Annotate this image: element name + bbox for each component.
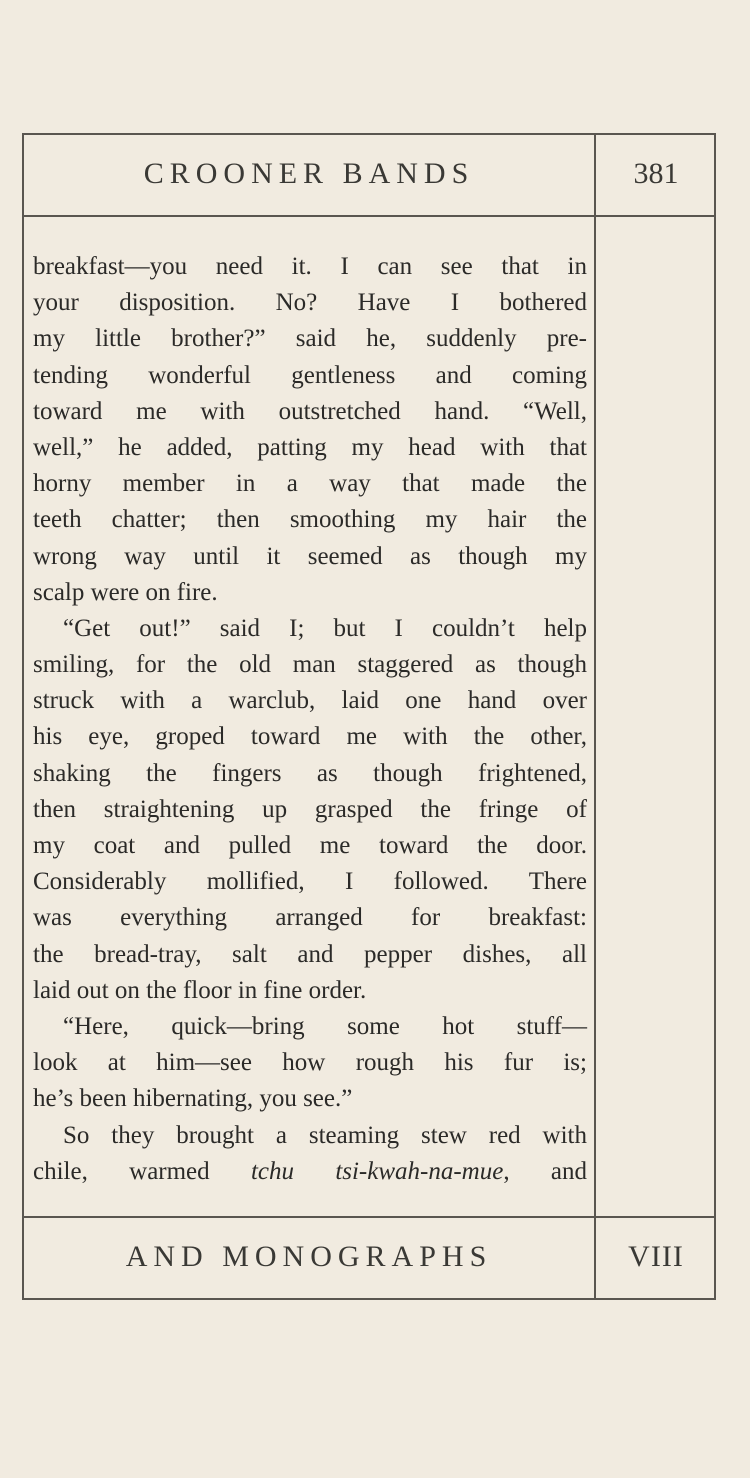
text-segment: chile, warmed	[33, 1157, 251, 1185]
text-line: look at him—see how rough his fur is;	[33, 1049, 587, 1077]
text-line: “Get out!” said I; but I couldn’t help	[63, 614, 587, 642]
text-line: Considerably mollified, I followed. There	[33, 868, 587, 896]
header-rule	[22, 215, 716, 217]
text-line: then straightening up grasped the fringe of	[33, 795, 587, 823]
footer-rule	[22, 1216, 716, 1218]
text-line: teeth chatter; then smoothing my hair the	[33, 506, 587, 534]
text-line: So they brought a steaming stew red with	[63, 1121, 587, 1149]
margin-divider	[594, 133, 596, 1300]
text-line: horny member in a way that made the	[33, 470, 587, 498]
page-number: 381	[633, 157, 679, 190]
text-line: well,” he added, patting my head with that	[33, 433, 587, 461]
text-segment: , and	[503, 1157, 587, 1185]
text-line: laid out on the floor in fine order.	[33, 976, 367, 1004]
body-text	[33, 249, 587, 1190]
text-line: he’s been hibernating, you see.”	[33, 1085, 353, 1113]
text-line: your disposition. No? Have I bothered	[33, 289, 587, 317]
text-line: struck with a warclub, laid one hand over	[33, 687, 587, 715]
text-line: was everything arranged for breakfast:	[33, 904, 587, 932]
text-line: smiling, for the old man staggered as though	[33, 651, 587, 679]
text-line: scalp were on fire.	[33, 578, 218, 606]
text-line: my little brother?” said he, suddenly pre-	[33, 325, 587, 353]
text-line: breakfast—you need it. I can see that in	[33, 253, 587, 280]
text-line: tending wonderful gentleness and coming	[33, 361, 587, 389]
text-line: his eye, groped toward me with the other,	[33, 723, 587, 751]
footer-title: AND MONOGRAPHS	[125, 1240, 493, 1273]
volume-number: VIII	[628, 1240, 684, 1273]
italic-phrase: tchu tsi-kwah-na-mue	[250, 1157, 504, 1185]
text-line: my coat and pulled me toward the door.	[33, 832, 587, 859]
text-line	[33, 1154, 587, 1190]
text-line: shaking the fingers as though frightened,	[33, 759, 587, 787]
text-line: wrong way until it seemed as though my	[33, 542, 587, 570]
running-header-title: CROONER BANDS	[143, 157, 475, 190]
text-line: “Here, quick—bring some hot stuff—	[63, 1012, 587, 1040]
text-line: the bread-tray, salt and pepper dishes, all	[33, 940, 587, 968]
text-line: toward me with outstretched hand. “Well,	[33, 397, 587, 425]
